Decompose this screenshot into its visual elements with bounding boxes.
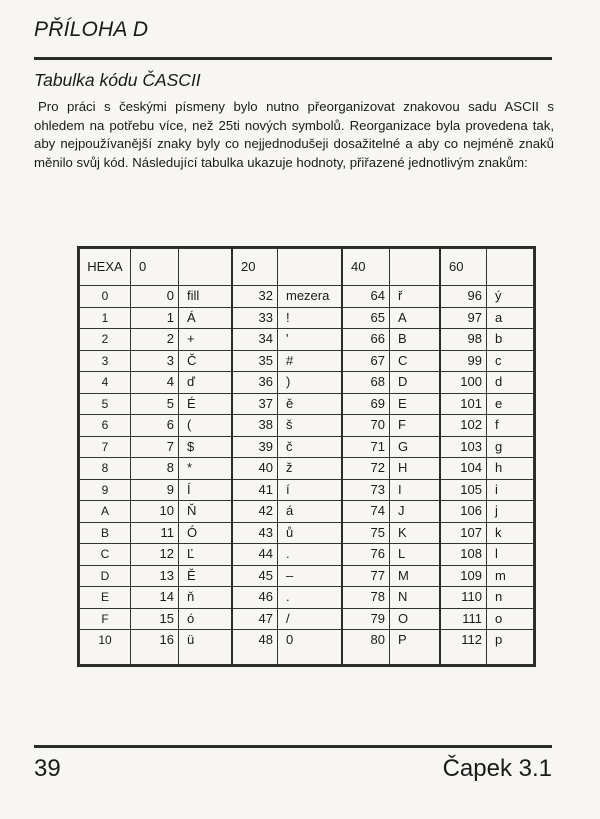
intro-paragraph: Pro práci s českými písmeny bylo nutno přeorganizovat znakovou sadu ASCII s ohledem na potřebu více, než 25ti nových symbolů. Reorganizace byla provedena tak, aby nejpoužívanější znaky byly co nejjednodušeji dosažitelné a aby co nejméně znaků měnilo svůj kód. Následující tabulka ukazuje hodnoty, přiřazené jednotlivým znakům:	[34, 99, 554, 170]
decimal-code: 109	[440, 565, 487, 587]
decimal-code: 71	[342, 436, 390, 458]
decimal-code: 46	[232, 587, 278, 609]
character: N	[390, 587, 441, 609]
decimal-code: 9	[131, 479, 179, 501]
hex-code: 10	[80, 630, 131, 665]
hex-code: D	[80, 565, 131, 587]
character: I	[390, 479, 441, 501]
header-blank	[487, 249, 534, 286]
character: P	[390, 630, 441, 665]
decimal-code: 96	[440, 286, 487, 308]
section-title: Tabulka kódu ČASCII	[34, 70, 201, 90]
decimal-code: 34	[232, 329, 278, 351]
decimal-code: 47	[232, 608, 278, 630]
character: Í	[179, 479, 233, 501]
decimal-code: 42	[232, 501, 278, 523]
table-row	[80, 458, 534, 480]
hex-code: B	[80, 522, 131, 544]
hex-code: 2	[80, 329, 131, 351]
hex-code: E	[80, 587, 131, 609]
character: F	[390, 415, 441, 437]
character: ř	[390, 286, 441, 308]
character: B	[390, 329, 441, 351]
decimal-code: 4	[131, 372, 179, 394]
character: ň	[179, 587, 233, 609]
decimal-code: 105	[440, 479, 487, 501]
character: .	[278, 587, 343, 609]
character: b	[487, 329, 534, 351]
decimal-code: 69	[342, 393, 390, 415]
character: mezera	[278, 286, 343, 308]
character: –	[278, 565, 343, 587]
decimal-code: 106	[440, 501, 487, 523]
decimal-code: 39	[232, 436, 278, 458]
character: H	[390, 458, 441, 480]
character: Ě	[179, 565, 233, 587]
hex-code: C	[80, 544, 131, 566]
header-group-0: 0	[131, 249, 179, 286]
decimal-code: 104	[440, 458, 487, 480]
decimal-code: 68	[342, 372, 390, 394]
header-group-60: 60	[440, 249, 487, 286]
table-row	[80, 350, 534, 372]
decimal-code: 70	[342, 415, 390, 437]
decimal-code: 14	[131, 587, 179, 609]
character: +	[179, 329, 233, 351]
decimal-code: 76	[342, 544, 390, 566]
decimal-code: 35	[232, 350, 278, 372]
character: ü	[179, 630, 233, 665]
decimal-code: 102	[440, 415, 487, 437]
footer-rule	[34, 745, 552, 748]
hex-code: 3	[80, 350, 131, 372]
decimal-code: 7	[131, 436, 179, 458]
character: č	[278, 436, 343, 458]
character: ó	[179, 608, 233, 630]
character: 0	[278, 630, 343, 665]
table-row	[80, 565, 534, 587]
decimal-code: 37	[232, 393, 278, 415]
character: k	[487, 522, 534, 544]
decimal-code: 16	[131, 630, 179, 665]
character: m	[487, 565, 534, 587]
character: p	[487, 630, 534, 665]
decimal-code: 100	[440, 372, 487, 394]
character: $	[179, 436, 233, 458]
decimal-code: 67	[342, 350, 390, 372]
hex-code: 4	[80, 372, 131, 394]
decimal-code: 11	[131, 522, 179, 544]
decimal-code: 73	[342, 479, 390, 501]
table-row	[80, 436, 534, 458]
decimal-code: 6	[131, 415, 179, 437]
table-row	[80, 587, 534, 609]
decimal-code: 3	[131, 350, 179, 372]
character: Ó	[179, 522, 233, 544]
character: L	[390, 544, 441, 566]
character: ě	[278, 393, 343, 415]
character: o	[487, 608, 534, 630]
character: fill	[179, 286, 233, 308]
table-row	[80, 501, 534, 523]
decimal-code: 41	[232, 479, 278, 501]
table-row	[80, 415, 534, 437]
character: A	[390, 307, 441, 329]
character: O	[390, 608, 441, 630]
decimal-code: 15	[131, 608, 179, 630]
hex-code: 0	[80, 286, 131, 308]
ascii-table	[77, 246, 536, 667]
table-row	[80, 479, 534, 501]
character: f	[487, 415, 534, 437]
character: c	[487, 350, 534, 372]
character: j	[487, 501, 534, 523]
decimal-code: 72	[342, 458, 390, 480]
decimal-code: 10	[131, 501, 179, 523]
decimal-code: 65	[342, 307, 390, 329]
character: K	[390, 522, 441, 544]
table-row	[80, 608, 534, 630]
hex-code: F	[80, 608, 131, 630]
decimal-code: 111	[440, 608, 487, 630]
character: i	[487, 479, 534, 501]
character: (	[179, 415, 233, 437]
table-row	[80, 329, 534, 351]
decimal-code: 12	[131, 544, 179, 566]
header-blank	[179, 249, 233, 286]
header-rule	[34, 57, 552, 60]
decimal-code: 79	[342, 608, 390, 630]
character: ď	[179, 372, 233, 394]
decimal-code: 80	[342, 630, 390, 665]
decimal-code: 110	[440, 587, 487, 609]
decimal-code: 103	[440, 436, 487, 458]
decimal-code: 0	[131, 286, 179, 308]
decimal-code: 13	[131, 565, 179, 587]
decimal-code: 74	[342, 501, 390, 523]
decimal-code: 75	[342, 522, 390, 544]
decimal-code: 64	[342, 286, 390, 308]
hex-code: 1	[80, 307, 131, 329]
character: Ň	[179, 501, 233, 523]
table-row	[80, 286, 534, 308]
table-row	[80, 372, 534, 394]
decimal-code: 98	[440, 329, 487, 351]
table-row	[80, 630, 534, 665]
character: í	[278, 479, 343, 501]
character: Č	[179, 350, 233, 372]
hex-code: 5	[80, 393, 131, 415]
character: d	[487, 372, 534, 394]
character: e	[487, 393, 534, 415]
character: !	[278, 307, 343, 329]
character: É	[179, 393, 233, 415]
book-title: Čapek 3.1	[442, 755, 552, 782]
hex-code: 7	[80, 436, 131, 458]
decimal-code: 48	[232, 630, 278, 665]
character: Á	[179, 307, 233, 329]
decimal-code: 43	[232, 522, 278, 544]
decimal-code: 99	[440, 350, 487, 372]
character: ů	[278, 522, 343, 544]
character: #	[278, 350, 343, 372]
decimal-code: 108	[440, 544, 487, 566]
table-row	[80, 544, 534, 566]
decimal-code: 44	[232, 544, 278, 566]
character: '	[278, 329, 343, 351]
decimal-code: 101	[440, 393, 487, 415]
page-number: 39	[34, 755, 61, 782]
character: M	[390, 565, 441, 587]
character: /	[278, 608, 343, 630]
character: ý	[487, 286, 534, 308]
header-hexa: HEXA	[80, 249, 131, 286]
table-row	[80, 522, 534, 544]
character: )	[278, 372, 343, 394]
decimal-code: 33	[232, 307, 278, 329]
character: š	[278, 415, 343, 437]
character: ž	[278, 458, 343, 480]
hex-code: 8	[80, 458, 131, 480]
character: h	[487, 458, 534, 480]
character: l	[487, 544, 534, 566]
decimal-code: 112	[440, 630, 487, 665]
character: C	[390, 350, 441, 372]
decimal-code: 32	[232, 286, 278, 308]
decimal-code: 1	[131, 307, 179, 329]
character: J	[390, 501, 441, 523]
header-group-20: 20	[232, 249, 278, 286]
hex-code: 6	[80, 415, 131, 437]
decimal-code: 77	[342, 565, 390, 587]
character: E	[390, 393, 441, 415]
table-header-row	[80, 249, 534, 286]
character: n	[487, 587, 534, 609]
appendix-title: PŘÍLOHA D	[34, 18, 149, 41]
character: .	[278, 544, 343, 566]
hex-code: 9	[80, 479, 131, 501]
header-group-40: 40	[342, 249, 390, 286]
character: D	[390, 372, 441, 394]
decimal-code: 38	[232, 415, 278, 437]
decimal-code: 40	[232, 458, 278, 480]
header-blank	[390, 249, 441, 286]
decimal-code: 5	[131, 393, 179, 415]
character: á	[278, 501, 343, 523]
character: *	[179, 458, 233, 480]
character: G	[390, 436, 441, 458]
header-blank	[278, 249, 343, 286]
decimal-code: 107	[440, 522, 487, 544]
decimal-code: 45	[232, 565, 278, 587]
decimal-code: 78	[342, 587, 390, 609]
table-row	[80, 307, 534, 329]
character: Ľ	[179, 544, 233, 566]
decimal-code: 36	[232, 372, 278, 394]
hex-code: A	[80, 501, 131, 523]
decimal-code: 97	[440, 307, 487, 329]
decimal-code: 66	[342, 329, 390, 351]
decimal-code: 2	[131, 329, 179, 351]
decimal-code: 8	[131, 458, 179, 480]
character: g	[487, 436, 534, 458]
table-row	[80, 393, 534, 415]
character: a	[487, 307, 534, 329]
